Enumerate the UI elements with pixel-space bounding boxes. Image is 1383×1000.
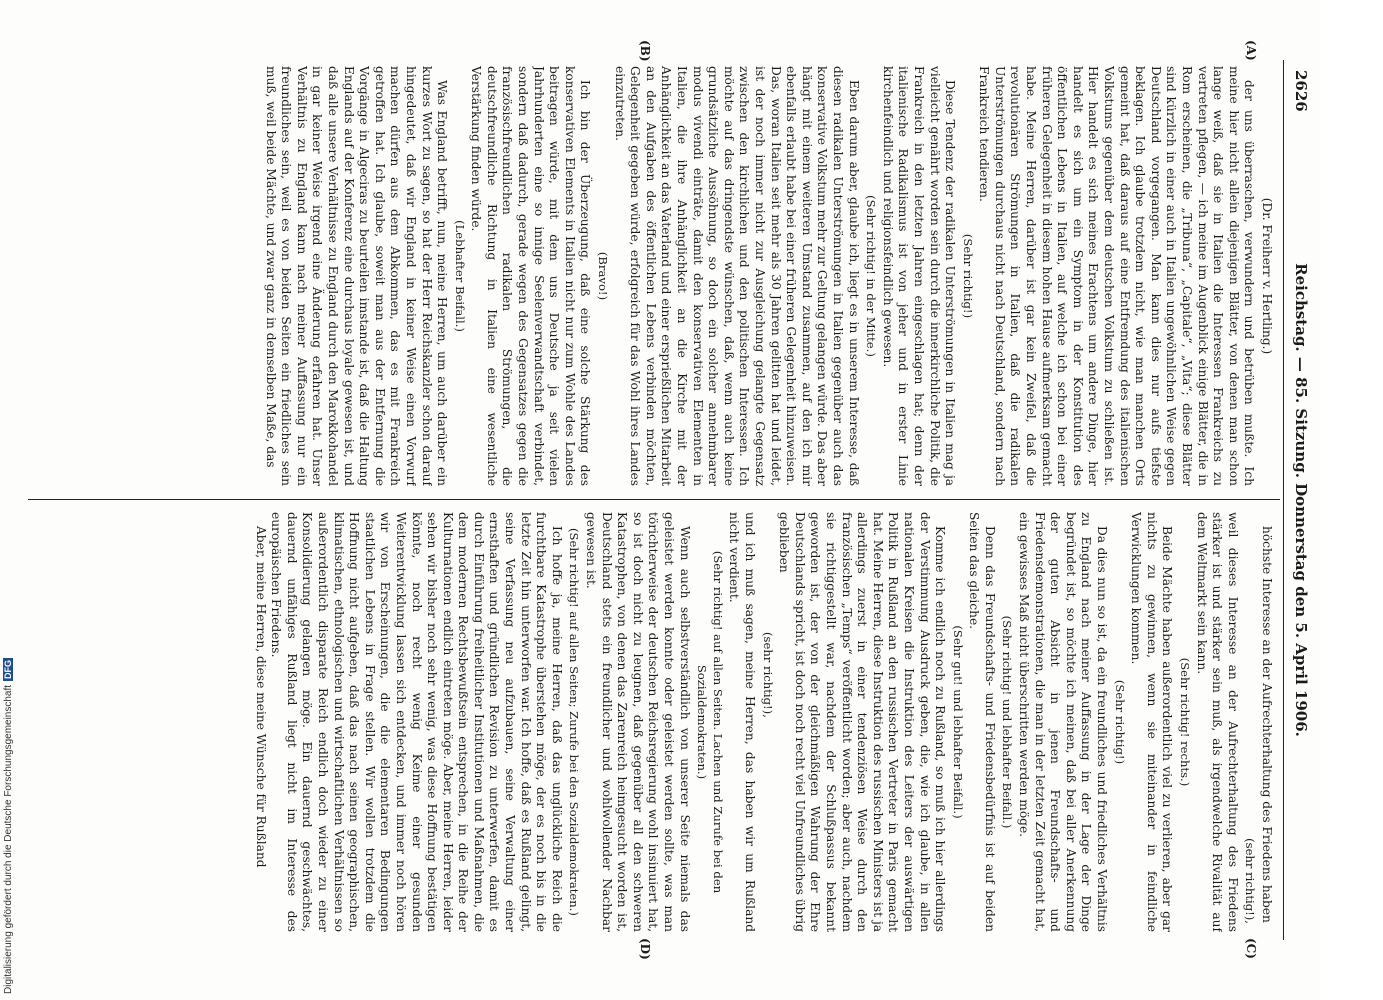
speaker-line: (Dr. Freiherr v. Hertling.) bbox=[1260, 197, 1274, 355]
interjection: (Sehr richtig!) bbox=[1112, 679, 1127, 765]
interjection: (Sehr richtig! in der Mitte.) bbox=[864, 195, 879, 357]
page-title: Reichstag. — 85. Sitzung. Donnerstag den 5. April 1906. bbox=[1292, 263, 1310, 737]
interjection: (Sehr richtig! rechts.) bbox=[1178, 657, 1193, 787]
credit-text: Digitalisierung gefördert durch die Deutsche Forschungsgemeinschaft bbox=[3, 684, 14, 994]
paragraph: Diese Tendenz der radikalen Unterströmungen in Italien mag ja vielleicht genährt worden sein durch die innerkirchliche Politik, die Frankreich in den letzten Jahren eingeschlagen hat; denn der italienische Radikalismus ist von jeher und in erster Linie kirchenfeindlich und religionsfeindlich gewesen. bbox=[880, 66, 958, 486]
paragraph: Ich bin der Überzeugung, daß eine solche Stärkung des konservativen Elements in Italien nicht nur zum Wohle des Landes beitragen würde, mit dem uns Deutsche ja seit vielen Jahrhunderten eine so innige Seelenverwandtschaft verbindet, sondern daß dadurch, gerade wegen des Gegensatzes gegen die französischfreundlichen radikalen Strömungen, die deutschfreundliche Richtung in Italien eine wesentliche Verstärkung finden würde. bbox=[469, 66, 593, 486]
column-divider bbox=[28, 499, 1280, 500]
paragraph: Ich hoffe ja, meine Herren, daß das unglückliche Reich die furchtbare Katastrophe überstehen möge, der es noch bis in die letzte Zeit hin unterworfen war. Ich hoffe, daß es Rußland gelingt, seine Verfassung neu aufzubauen, seine Verwaltung einer ernsthaften und gründlichen Revision zu unterwerfen, damit es durch Einführung freiheitlicher Institutionen und Maßnahmen, die dem modernen Rechtsbewußtsein entsprechen, in die Reihe der Kulturnationen endlich eintreten möge. Aber, meine Herren, leider sehen wir bisher noch sehr wenig, was diese Hoffnung bestätigen könnte, noch recht wenig Keime einer gesunden Weiterentwicklung lassen sich entdecken, und immer noch hören wir von Erscheinungen, die die elementaren Bedingungen staatlichen Lebens in Frage stellen. Wir wollen trotzdem die Hoffnung nicht aufgeben, daß das nach seinen geographischen, klimatischen, ethnologischen und wirtschaftlichen Verhältnissen so außerordentlich disparate Reich endlich doch wieder zu einer Konsolidierung gelangen möge. Ein dauernd geschwächtes, dauernd unfähiges Rußland liegt nicht im Interesse des europäischen Friedens. bbox=[269, 512, 564, 932]
page-number: 2626 bbox=[1292, 70, 1310, 112]
paragraph: höchste Interesse an der Aufrechterhaltung des Friedens haben bbox=[1260, 526, 1274, 923]
interjection: (sehr richtig!), bbox=[760, 632, 775, 718]
paragraph: Aber, meine Herren, diese meine Wünsche für Rußland bbox=[253, 526, 268, 868]
paragraph: weil dieses Interesse an der Aufrechterhaltung des Friedens stärker ist und stärker sein muß, als irgendwelche Rivalität auf dem Weltmarkt sein kann. bbox=[1194, 512, 1240, 932]
margin-marker-d: (D) bbox=[638, 938, 652, 960]
interjection: (Sehr richtig! auf allen Seiten; Zurufe bei den Sozialdemokraten.) bbox=[567, 528, 582, 916]
right-column bbox=[30, 512, 1274, 932]
interjection: (Lebhafter Beifall.) bbox=[452, 220, 467, 332]
left-column bbox=[30, 66, 1274, 486]
header-rule bbox=[1283, 60, 1284, 940]
paragraph: Eben darum aber, glaube ich, liegt es in unserem Interesse, daß diesen radikalen Unterströmungen in Italien gegenüber auch das konservative Volkstum mehr zur Geltung gelangen würde. Das aber hängt mit einem weiteren Umstand zusammen, auf den ich mir ebenfalls erlaubt habe bei einer früheren Gelegenheit hinzuweisen. Das, woran Italien seit mehr als 30 Jahren gelitten hat und leidet, ist der noch immer nicht zur Ausgleichung gelangte Gegensatz zwischen den kirchlichen und den politischen Interessen. Ich möchte auf das dringendste wünschen, daß, wenn auch keine grundsätzliche Aussöhnung, so doch ein solcher annehmbarer modus vivendi einträte, damit den konservativen Elementen in Italien, die ihre Anhänglichkeit an die Kirche mit der Anhänglichkeit an das Vaterland und einer ersprießlichen Mitarbeit an den Aufgaben des öffentlichen Lebens verbinden möchten, Gelegenheit gegeben würde, erfolgreich für das Wohl ihres Landes einzutreten. bbox=[612, 66, 861, 486]
paragraph: und ich muß sagen, meine Herren, das haben wir um Rußland nicht verdient. bbox=[727, 512, 757, 932]
paragraph: Denn das Freundschafts- und Friedensbedürfnis ist auf beiden Seiten das gleiche. bbox=[967, 512, 997, 932]
paragraph: Beide Mächte haben außerordentlich viel zu verlieren, aber gar nichts zu gewinnen, wenn sie miteinander in feindliche Verwicklungen kommen. bbox=[1129, 512, 1175, 932]
paragraph: Was England betrifft, nun, meine Herren, um auch darüber ein kurzes Wort zu sagen, so hat der Herr Reichskanzler schon darauf hingedeutet, daß wir England in keiner Weise einen Vorwurf machen dürfen aus dem Abkommen, das es mit Frankreich getroffen hat. Ich glaube, soweit man aus der Entfernung die Vorgänge in Algeciras zu beurteilen imstande ist, daß die Haltung Englands auf der Konferenz eine durchaus loyale gewesen ist, und daß alle unsere Verhältnisse zu England durch den Marokkohandel in gar keiner Weise irgend eine Änderung erfahren hat. Unser Verhältnis zu England kann nach meiner Auffassung nur ein freundliches sein, weil es von beiden Seiten ein friedliches sein muß, weil beide Mächte, und zwar ganz in demselben Maße, das bbox=[263, 66, 450, 486]
dfg-logo: DFG bbox=[3, 659, 13, 679]
paragraph: Da dies nun so ist, da ein freundliches und friedliches Verhältnis zu England nach meiner Auffassung in der Lage der Dinge begründet ist, so möchte ich meinen, daß bei aller Anerkennung der guten Absicht in jenen Freundschafts- und Friedensdemonstrationen, die man in der letzten Zeit gemacht hat, ein gewisses Maß nicht überschritten werden möge. bbox=[1017, 512, 1110, 932]
margin-marker-a: (A) bbox=[1244, 40, 1258, 61]
paragraph: der uns überraschen, verwundern und betrüben mußte. Ich meine hier nicht allein diejenigen Blätter, von denen man schon lange weiß, daß sie in Italien die Interessen Frankreichs zu vertreten pflegen, — ich meine im Augenblick einige Blätter, die in Rom erscheinen, die „Tribuna“, „Capitale“, „Vita“; diese Blätter sind kürzlich in einer auch in Italien ungewöhnlichen Weise gegen Deutschland vorgegangen. Man kann dies nur aufs tiefste beklagen. Ich glaube trotzdem nicht, wie man manchen Orts gemeint hat, daß daraus auf eine Entfremdung des italienischen Volkstums gegenüber dem deutschen Volkstum zu schließen ist. Hier handelt es sich meines Erachtens um andere Dinge, hier handelt es sich um ein Symptom in der Konstitution des öffentlichen Lebens in Italien, auf welche ich schon bei einer früheren Gelegenheit in diesem hohen Hause aufmerksam gemacht habe. Meine Herren, darüber ist gar kein Zweifel, daß die revolutionären Strömungen in Italien, daß die radikalen Unterströmungen durchaus nicht nach Deutschland, sondern nach Frankreich tendieren. bbox=[977, 66, 1257, 486]
interjection: (Sehr richtig! und lebhafter Beifall.) bbox=[1000, 615, 1015, 829]
interjection: (Sehr gut! und lebhafter Beifall.) bbox=[950, 625, 965, 819]
interjection: (Sehr richtig! auf allen Seiten. Lachen und Zurufe bei den Sozialdemokraten.) bbox=[695, 550, 725, 894]
interjection: (Sehr richtig!) bbox=[960, 233, 975, 319]
interjection: (sehr richtig!), bbox=[1243, 838, 1258, 924]
paragraph: Wenn auch selbstverständlich von unserer Seite niemals das geleistet werden konnte oder geleistet werden sollte, was man törichterweise der deutschen Reichsregierung wohl insinuiert hat, so ist doch nicht zu leugnen, daß gegenüber all den schweren Katastrophen, von denen das Zarenreich heimgesucht worden ist, Deutschland stets ein freundlicher und wohlwollender Nachbar gewesen ist. bbox=[584, 512, 692, 932]
margin-marker-c: (C) bbox=[1244, 938, 1258, 959]
footer-credit bbox=[0, 0, 16, 1000]
interjection: (Bravo!) bbox=[596, 251, 611, 301]
margin-marker-b: (B) bbox=[638, 40, 652, 62]
paragraph: Komme ich endlich noch zu Rußland, so muß ich hier allerdings der Verstimmung Ausdruck geben, die, wie ich glaube, in allen nationalen Kreisen die Instruktion des Leiters der auswärtigen Politik in Rußland an den russischen Vertreter in Paris gemacht hat. Meine Herren, diese Instruktion des russischen Ministers ist ja allerdings zuerst in einer tendenziösen Weise durch den französischen „Temps“ veröffentlicht worden; aber auch, nachdem sie richtiggestellt war, nachdem der Schlußpassus bekannt geworden ist, der von der gleichmäßigen Wahrung der Ehre Deutschlands spricht, ist doch noch recht viel Unfreundliches übrig geblieben bbox=[777, 512, 948, 932]
page-header bbox=[1284, 70, 1310, 930]
